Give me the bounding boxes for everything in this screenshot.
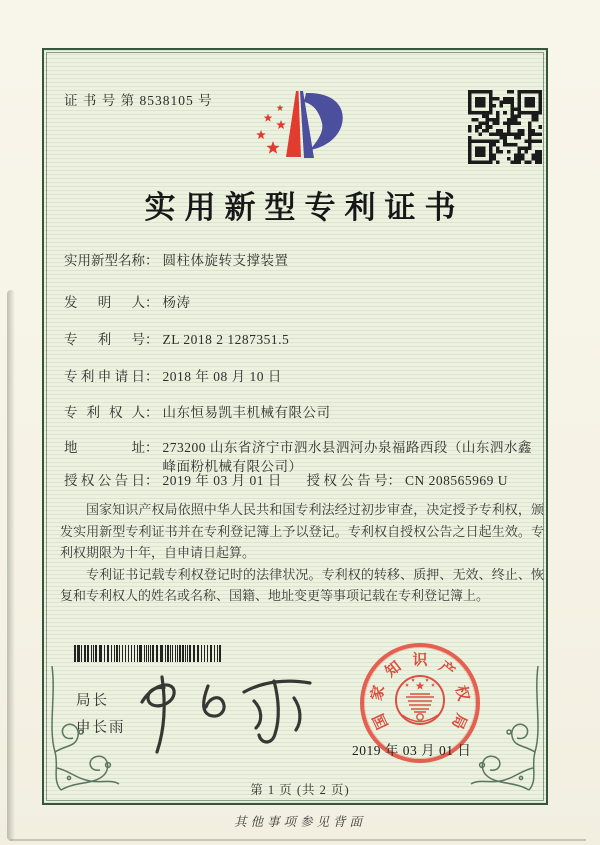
- scan-edge-shadow: [7, 290, 15, 841]
- field-row-patentee: [64, 403, 536, 422]
- colon: ：: [145, 295, 159, 310]
- legal-paragraph: 专利证书记载专利权登记时的法律状况。专利权的转移、质押、无效、终止、恢复和专利权人的姓名或名称、国籍、地址变更等事项记载在专利登记簿上。: [60, 566, 544, 603]
- field-row-filing-date: [64, 367, 536, 386]
- barcode: [73, 645, 225, 663]
- colon: ：: [145, 473, 159, 488]
- field-row-inventor: [64, 293, 536, 312]
- signer-title: 局长: [76, 693, 109, 709]
- field-value: 山东恒易凯丰机械有限公司: [162, 405, 331, 420]
- legal-paragraph: 国家知识产权局依照中华人民共和国专利法经过初步审查，决定授予专利权，颁发实用新型专利证书并在专利登记簿上予以登记。专利权自授权公告之日起生效。专利权期限为十年，自申请日起算。: [60, 502, 544, 560]
- field-value: ZL 2018 2 1287351.5: [162, 332, 290, 347]
- page-number: 第 1 页 (共 2 页): [250, 783, 350, 797]
- colon: ：: [145, 369, 159, 384]
- field-value: 273200 山东省济宁市泗水县泗河办泉福路西段（山东泗水鑫峰面粉机械有限公司）: [162, 440, 532, 474]
- certificate-title: 实用新型专利证书: [144, 190, 465, 225]
- colon: ：: [145, 440, 159, 455]
- field-value: CN 208565969 U: [405, 473, 509, 488]
- signer-block: [76, 688, 126, 742]
- qr-code: [468, 90, 542, 164]
- field-label: 实用新型名称: [64, 253, 145, 268]
- field-value: 2019 年 03 月 01 日: [162, 473, 282, 488]
- field-label: 专利权人: [64, 405, 145, 420]
- field-value: 杨涛: [162, 295, 191, 310]
- official-seal: [352, 643, 480, 763]
- field-label: 授权公告日: [64, 473, 145, 488]
- signature-shen-changyu: [122, 670, 322, 762]
- scan-edge-line: [10, 839, 586, 841]
- field-row-patent-no: [64, 330, 536, 349]
- colon: ：: [145, 253, 159, 268]
- seal-date: 2019 年 03 月 01 日: [352, 743, 472, 758]
- field-value: 2018 年 08 月 10 日: [162, 369, 282, 384]
- seal-arc-text: 国 家 知 识 产 权 局: [369, 652, 471, 732]
- field-row-grant: [64, 471, 536, 490]
- legal-text: [60, 499, 544, 607]
- field-label: 地址: [64, 440, 145, 455]
- signer-name: 申长雨: [76, 720, 126, 736]
- field-row-name: [64, 251, 536, 270]
- national-emblem-icon: [393, 673, 447, 727]
- colon: ：: [145, 332, 159, 347]
- colon: ：: [387, 473, 401, 488]
- field-label: 专利申请日: [64, 369, 145, 384]
- back-note: 其他事项参见背面: [233, 815, 366, 829]
- field-value: 圆柱体旋转支撑装置: [162, 253, 289, 268]
- field-label: 专利号: [64, 332, 145, 347]
- certificate-number: 证 书 号 第 8538105 号: [64, 93, 213, 108]
- colon: ：: [145, 405, 159, 420]
- field-label: 授权公告号: [306, 473, 388, 488]
- field-label: 发明人: [64, 295, 145, 310]
- cnipa-patent-logo-icon: [250, 82, 374, 162]
